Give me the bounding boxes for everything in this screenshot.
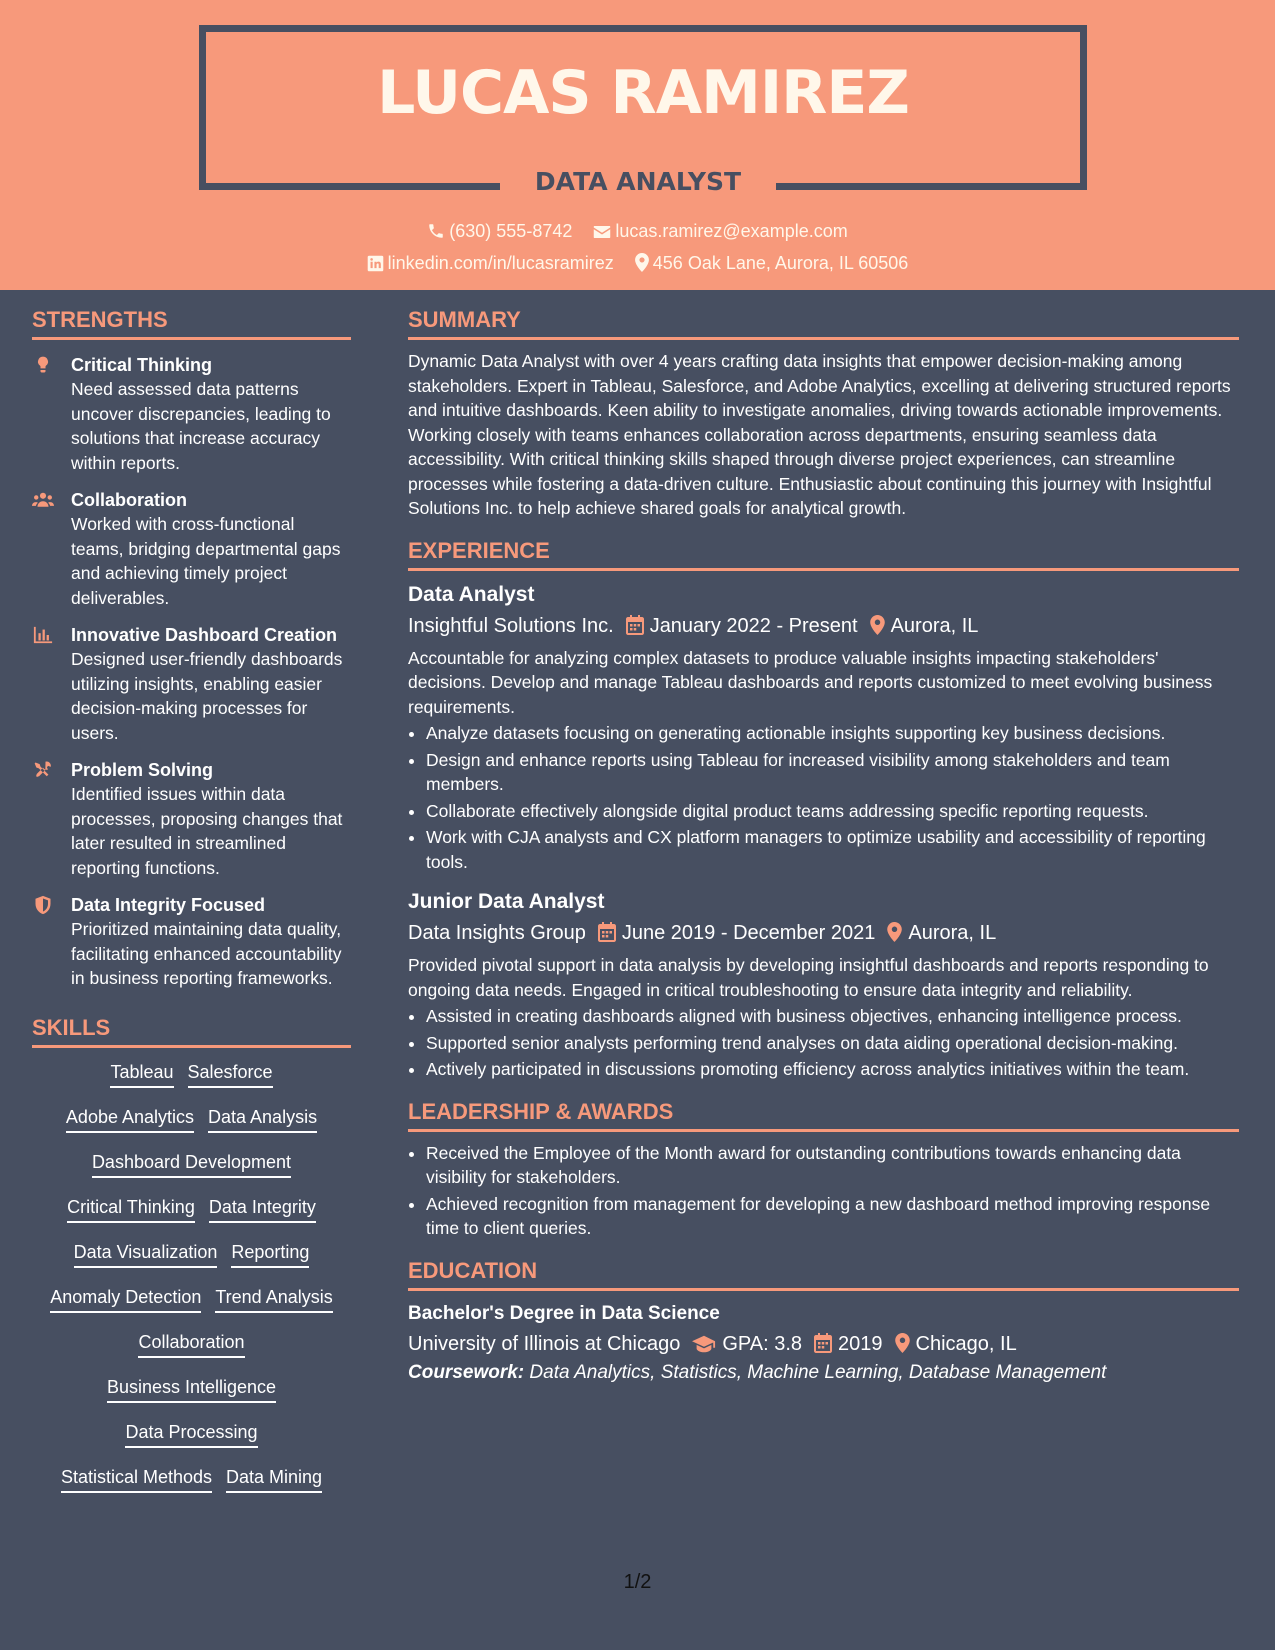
school-location: Chicago, IL [915,1332,1017,1355]
job-bullets [408,721,1239,874]
skill-tag: Data Mining [226,1467,322,1493]
skill-tag: Statistical Methods [61,1467,212,1493]
contact-row-2 [0,253,1275,274]
summary-text: Dynamic Data Analyst with over 4 years crafting data insights that empower decision-making among stakeholders. Expert in Tableau, Salesforce, and Adobe Analytics, excelling at delivering structured reports and intuitive dashboards. Keen ability to investigate anomalies, driving towards actionable improvements. Working closely with teams enhances collaboration across departments, ensuring seamless data accessibility. With critical thinking skills shaped through diverse project experiences, can streamline processes while fostering a data-driven culture. Enthusiastic about continuing this journey with Insightful Solutions Inc. to help achieve shared goals for analytical growth. [408,351,1231,518]
job-entry [408,581,1239,875]
skill-tag: Reporting [231,1242,309,1268]
linkedin-icon [367,255,384,272]
graduation-cap-icon [692,1335,716,1353]
calendar-icon [626,615,644,635]
strength-item [32,488,351,610]
job-location: Aurora, IL [890,614,979,637]
lightbulb-icon [32,355,54,375]
job-dates: June 2019 - December 2021 [621,922,876,944]
list-item: • Actively participated in discussions promoting efficiency across analytics initiatives within the team. [426,1057,1239,1082]
map-pin-icon [870,615,885,635]
education-heading: EDUCATION [408,1258,1239,1291]
phone-text: (630) 555-8742 [449,221,573,241]
coursework-label: Coursework: [408,1361,525,1383]
right-column [408,290,1239,1387]
degree-title: Bachelor's Degree in Data Science [408,1302,720,1324]
skill-row [32,1287,351,1332]
strength-item [32,623,351,745]
resume-header [0,0,1275,290]
list-item: • Design and enhance reports using Tableau for increased visibility among stakeholders and team members. [426,748,1239,797]
strength-item [32,353,351,475]
graduation-year: 2019 [838,1332,883,1355]
contact-address [635,253,909,274]
envelope-icon [593,224,611,240]
skill-row [32,1332,351,1377]
list-item: • Assisted in creating dashboards aligned with business objectives, enhancing intelligence process. [426,1004,1239,1029]
skill-tag: Business Intelligence [107,1377,276,1403]
school-name: University of Illinois at Chicago [408,1332,681,1355]
map-pin-icon [635,253,649,272]
tools-icon [32,760,54,780]
address-text: 456 Oak Lane, Aurora, IL 60506 [652,253,909,273]
skill-tag: Adobe Analytics [66,1107,194,1133]
list-item: • Received the Employee of the Month award for outstanding contributions towards enhancing data visibility for stakeholders. [426,1141,1239,1190]
job-entry [408,888,1239,1082]
job-description: Provided pivotal support in data analysis by developing insightful dashboards and reports responding to ongoing data needs. Engaged in critical troubleshooting to ensure data integrity and reliability. [408,955,1209,1000]
skill-tag: Collaboration [138,1332,244,1358]
strength-item [32,893,351,991]
job-title: Junior Data Analyst [408,890,605,913]
chart-icon [32,625,54,645]
skill-row [32,1107,351,1152]
job-title: Data Analyst [408,582,535,606]
skill-tag: Trend Analysis [215,1287,332,1313]
phone-icon [427,222,445,240]
calendar-icon [814,1333,832,1353]
coursework [408,1359,1239,1387]
job-bullets [408,1004,1239,1082]
page-number: 1/2 [623,1571,652,1593]
frame-line-right [776,183,1080,190]
list-item: • Collaborate effectively alongside digital product teams addressing specific reporting requests. [426,799,1239,824]
map-pin-icon [895,1333,910,1353]
job-meta [408,611,1239,641]
skill-row [32,1377,351,1422]
leadership-bullets [408,1141,1239,1241]
contact-row-1 [0,221,1275,242]
skill-tag: Salesforce [188,1062,273,1088]
skill-tag: Data Visualization [74,1242,218,1268]
strength-desc: Need assessed data patterns uncover discrepancies, leading to solutions that increase accuracy within reports. [71,379,331,473]
skill-row [32,1422,351,1467]
strength-desc: Designed user-friendly dashboards utilizing insights, enabling easier decision-making processes for users. [71,649,343,743]
experience-heading: EXPERIENCE [408,538,1239,571]
linkedin-text: linkedin.com/in/lucasramirez [387,253,614,273]
skill-tag: Dashboard Development [92,1152,291,1178]
gpa: GPA: 3.8 [722,1332,803,1355]
shield-icon [32,895,54,915]
list-item: • Work with CJA analysts and CX platform managers to optimize usability and accessibility of reporting tools. [426,825,1239,874]
strength-item [32,758,351,880]
strength-title: Critical Thinking [71,355,213,375]
candidate-title: DATA ANALYST [534,167,742,196]
contact-email[interactable] [593,221,847,242]
skills-heading: SKILLS [32,1015,351,1048]
list-item: • Achieved recognition from management for developing a new dashboard method improving response time to client queries. [426,1192,1239,1241]
skill-row [32,1242,351,1287]
job-dates: January 2022 - Present [649,614,858,637]
map-pin-icon [887,922,902,942]
education-meta [408,1329,1239,1359]
job-company: Data Insights Group [408,922,586,944]
skill-tag: Data Analysis [208,1107,317,1133]
candidate-name: LUCAS RAMIREZ [377,58,909,128]
calendar-icon [598,922,616,942]
strength-desc: Identified issues within data processes, proposing changes that later resulted in streamlined reporting functions. [71,784,343,878]
contact-phone[interactable] [427,221,572,242]
skill-row [32,1467,351,1512]
contact-linkedin[interactable] [367,253,614,274]
strength-title: Problem Solving [71,760,214,780]
skills-list [32,1062,351,1512]
skill-tag: Anomaly Detection [50,1287,201,1313]
frame-line-left [199,183,500,190]
skill-tag: Critical Thinking [67,1197,195,1223]
job-description: Accountable for analyzing complex datasets to produce valuable insights impacting stakeholders' decisions. Develop and manage Tableau dashboards and reports customized to meet evolving business requirements. [408,647,1213,717]
skill-tag: Data Integrity [209,1197,316,1223]
left-column [32,290,351,1512]
skill-row [32,1062,351,1107]
email-text: lucas.ramirez@example.com [615,221,848,241]
strength-desc: Worked with cross-functional teams, bridging departmental gaps and achieving timely project deliverables. [71,514,341,608]
users-icon [32,490,54,510]
skill-row [32,1152,351,1197]
list-item: • Supported senior analysts performing trend analyses on data aiding operational decision-making. [426,1031,1239,1056]
job-company: Insightful Solutions Inc. [408,614,614,637]
list-item: • Analyze datasets focusing on generating actionable insights supporting key business decisions. [426,721,1239,746]
strengths-heading: STRENGTHS [32,307,351,340]
skill-tag: Data Processing [125,1422,257,1448]
skill-tag: Tableau [110,1062,173,1088]
coursework-list: Data Analytics, Statistics, Machine Learning, Database Management [529,1361,1107,1383]
job-meta [408,918,1239,948]
leadership-heading: LEADERSHIP & AWARDS [408,1099,1239,1132]
strength-desc: Prioritized maintaining data quality, facilitating enhanced accountability in business reporting frameworks. [71,919,342,988]
strength-title: Collaboration [71,490,187,510]
job-location: Aurora, IL [908,922,997,944]
skill-row [32,1197,351,1242]
summary-heading: SUMMARY [408,307,1239,340]
strength-title: Innovative Dashboard Creation [71,625,338,645]
strength-title: Data Integrity Focused [71,895,266,915]
